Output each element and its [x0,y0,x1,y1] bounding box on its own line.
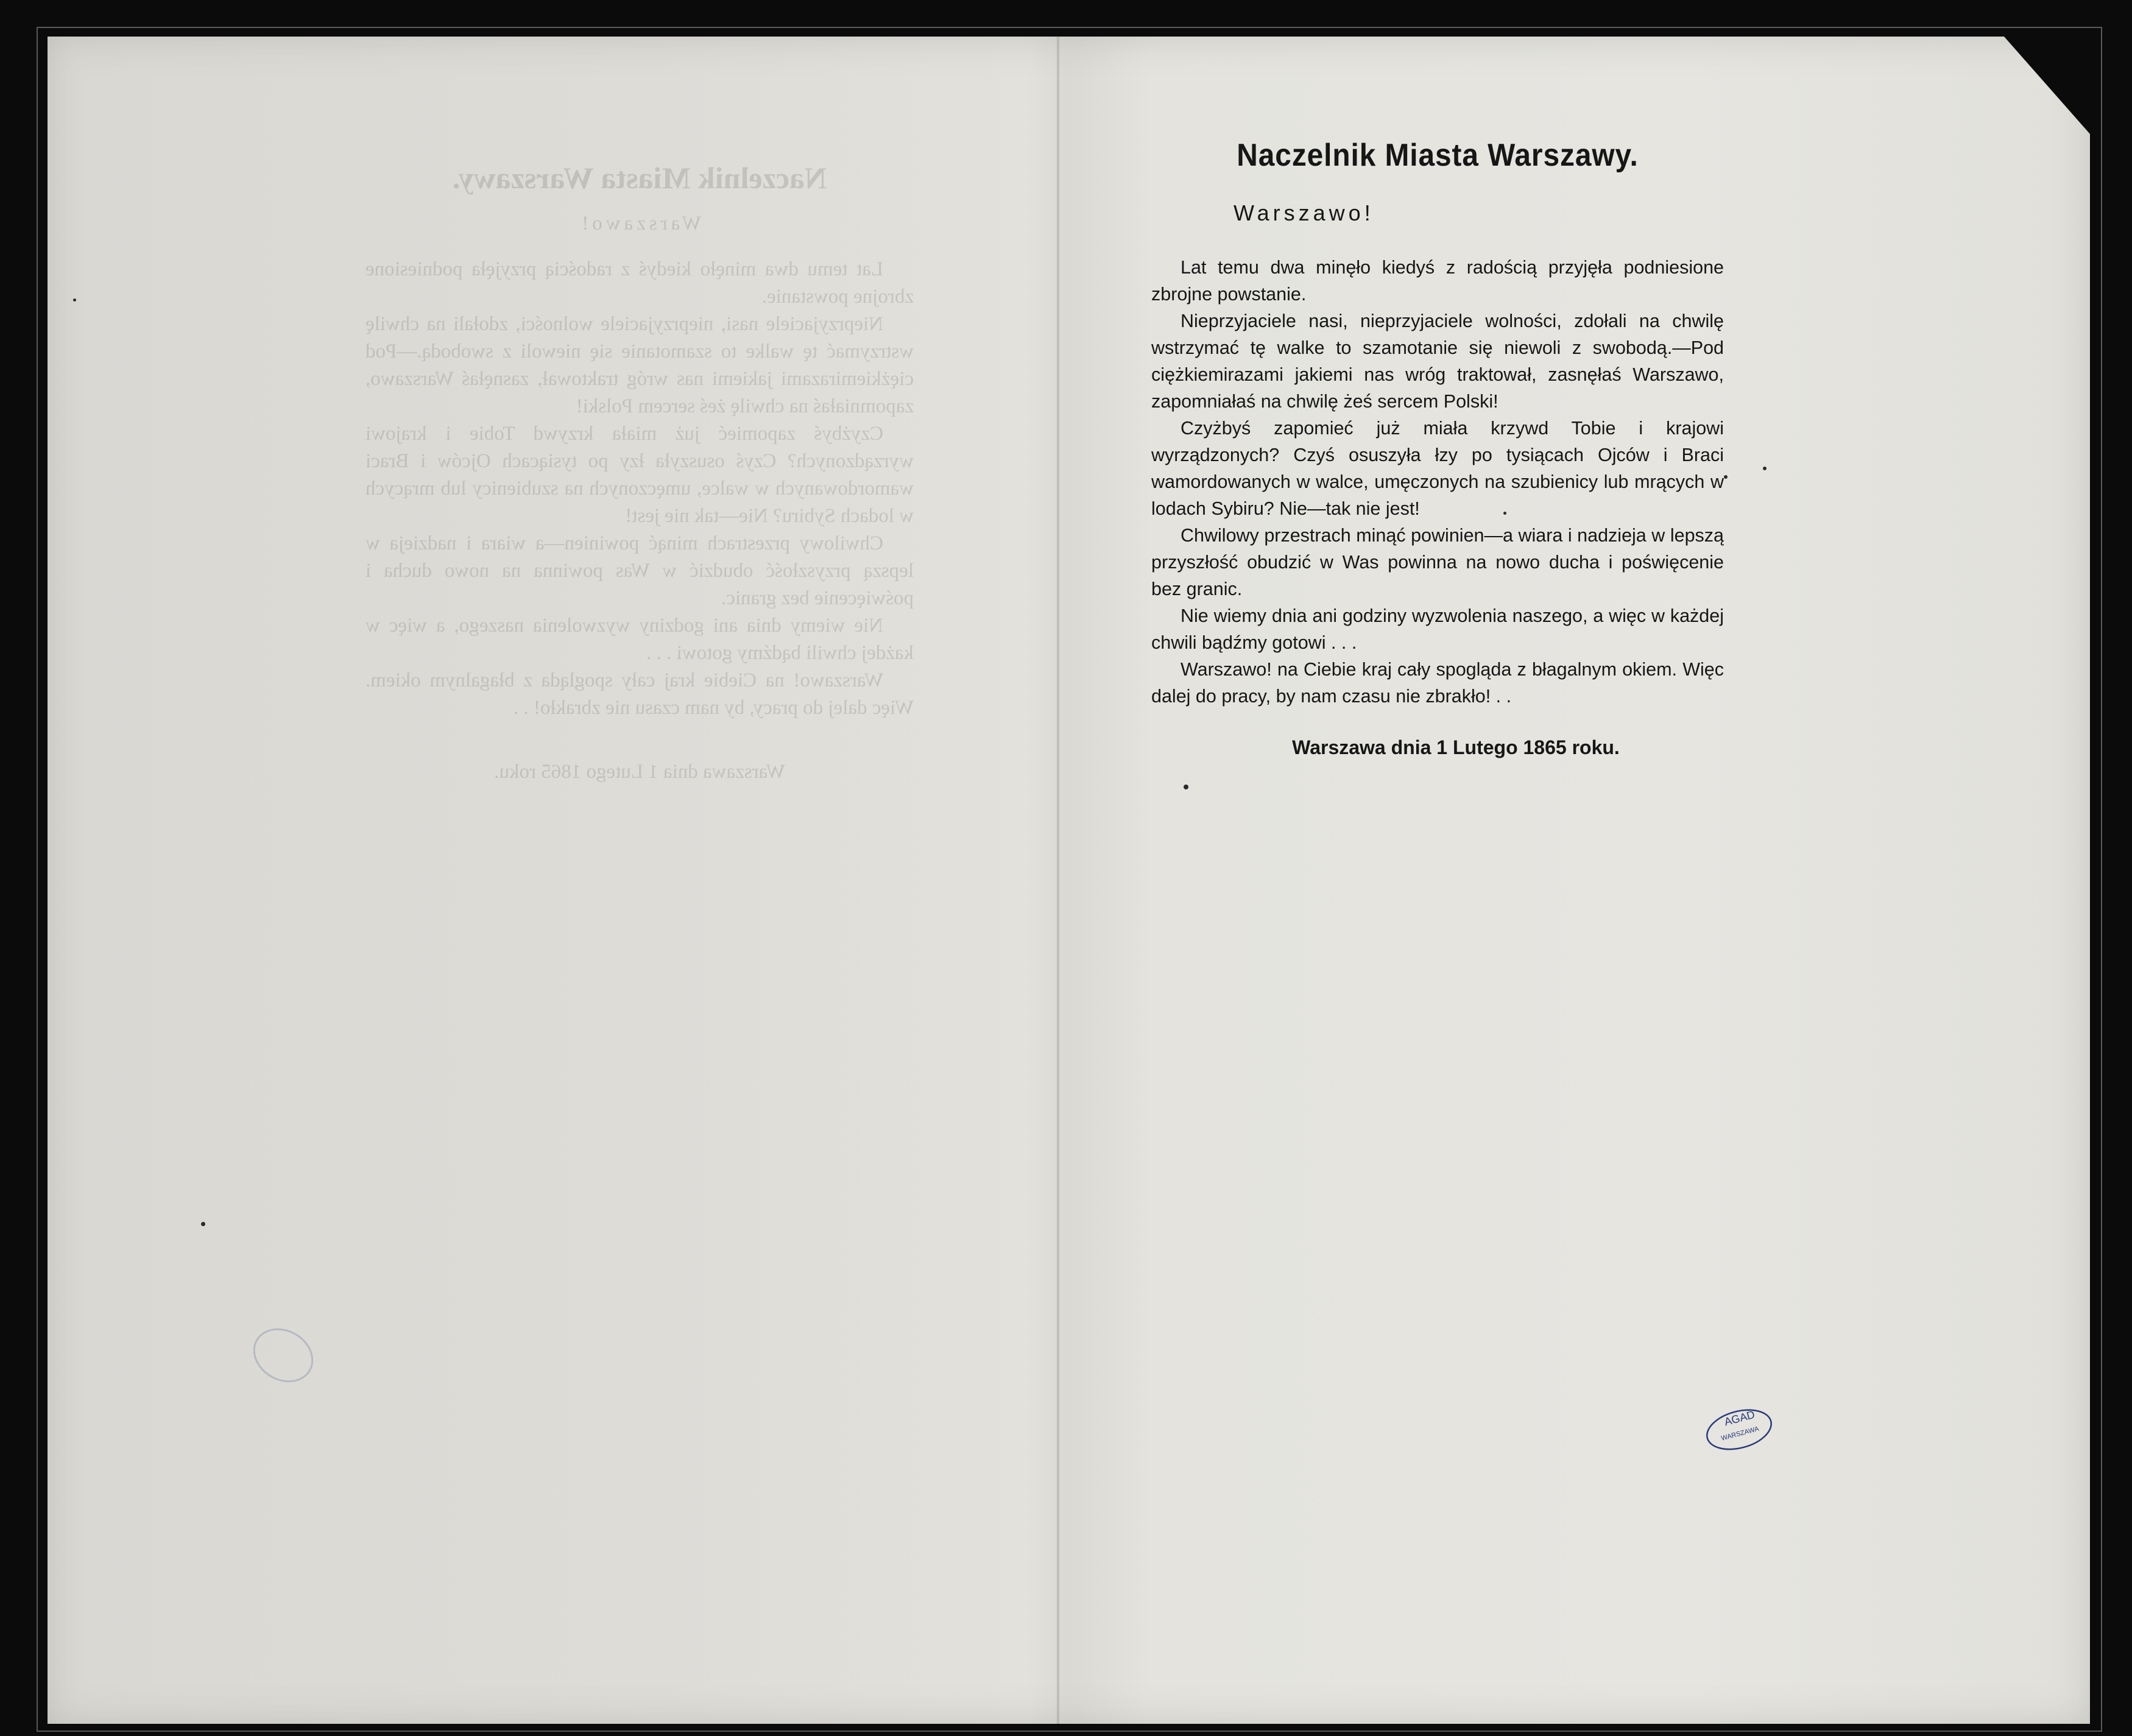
date-line: Warszawa dnia 1 Lutego 1865 roku. [1292,736,1620,758]
bleed-through-salutation: Warszawo! [578,213,701,235]
paper-speck [1184,785,1188,789]
bleed-through-paragraph: Warszawo! na Ciebie kraj cały spogląda z błagalnym okiem. Więc dalej do pracy, by nam czasu nie zbrakło! . . [365,669,914,719]
paper-fold [1056,37,1060,1724]
bleed-through-paragraph: Nie wiemy dnia ani godziny wyzwolenia naszego, a więc w każdej chwili bądźmy gotowi . . . [365,615,914,664]
document-title: Naczelnik Miasta Warszawy. [1237,138,1639,173]
paper-speck [1724,475,1728,479]
stamp-text-top: AGAD [1723,1408,1756,1428]
paragraph: Nieprzyjaciele nasi, nieprzyjaciele wolności, zdołali na chwilę wstrzymać tę walke to szamotanie się niewoli z swobodą.—Pod ciężkiemirazami jakiemi nas wróg traktował, zasnęłaś Warszawo, zapomniałaś na chwilę żeś sercem Polski! [1151,311,1724,412]
salutation: Warszawo! [1234,200,1374,225]
bleed-through-paragraph: Lat temu dwa minęło kiedyś z radością przyjęła podniesione zbrojne powstanie. [365,258,914,308]
stamp-text-bottom: WARSZAWA [1720,1425,1760,1442]
paper-speck [1763,467,1767,470]
paper-speck [201,1222,205,1226]
proclamation [1151,137,1724,759]
paper-speck [1503,512,1506,515]
paper-speck [73,298,76,302]
paragraph: Lat temu dwa minęło kiedyś z radością przyjęła podniesione zbrojne powstanie. [1151,257,1724,305]
paragraph: Czyżbyś zapomieć już miała krzywd Tobie i krajowi wyrządzonych? Czyś osuszyła łzy po tysiącach Ojców i Braci wamordowanych w walce, umęczonych na szubienicy lub mrących w lodach Sybiru? Nie—tak nie jest! [1151,418,1724,519]
paragraph: Chwilowy przestrach minąć powinien—a wiara i nadzieja w lepszą przyszłość obudzić w Was powinna na nowo ducha i poświęcenie bez granic. [1151,525,1724,599]
bleed-through-paragraph: Chwilowy przestrach minąć powinien—a wiara i nadzieja w lepszą przyszłość obudzić w Was powinna na nowo ducha i poświęcenie bez granic. [365,532,914,609]
archive-stamp [1703,1404,1776,1453]
bleed-through-text [365,161,914,786]
faint-stamp [244,1322,323,1389]
paragraph: Warszawo! na Ciebie kraj cały spogląda z błagalnym okiem. Więc dalej do pracy, by nam czasu nie zbrakło! . . [1151,659,1724,707]
bleed-through-paragraph: Nieprzyjaciele nasi, nieprzyjaciele wolności, zdołali na chwilę wstrzymać tę walke to szamotanie się niewoli z swobodą.—Pod ciężkiemirazami jakiemi nas wróg traktował, zasnęłaś Warszawo, zapomniałaś na chwilę żeś sercem Polski! [365,313,914,417]
bleed-through-title: Naczelnik Miasta Warszawy. [452,161,827,195]
paper-sheet [48,37,2090,1724]
document-body [1151,254,1724,710]
bleed-through-date: Warszawa dnia 1 Lutego 1865 roku. [494,761,785,783]
paragraph: Nie wiemy dnia ani godziny wyzwolenia naszego, a więc w każdej chwili bądźmy gotowi . . . [1151,605,1724,653]
bleed-through-paragraph: Czyżbyś zapomieć już miała krzywd Tobie i krajowi wyrządzonych? Czyś osuszyła łzy po tysiącach Ojców i Braci wamordowanych w walce, umęczonych na szubienicy lub mrących w lodach Sybiru? Nie—tak nie jest! [365,423,914,527]
